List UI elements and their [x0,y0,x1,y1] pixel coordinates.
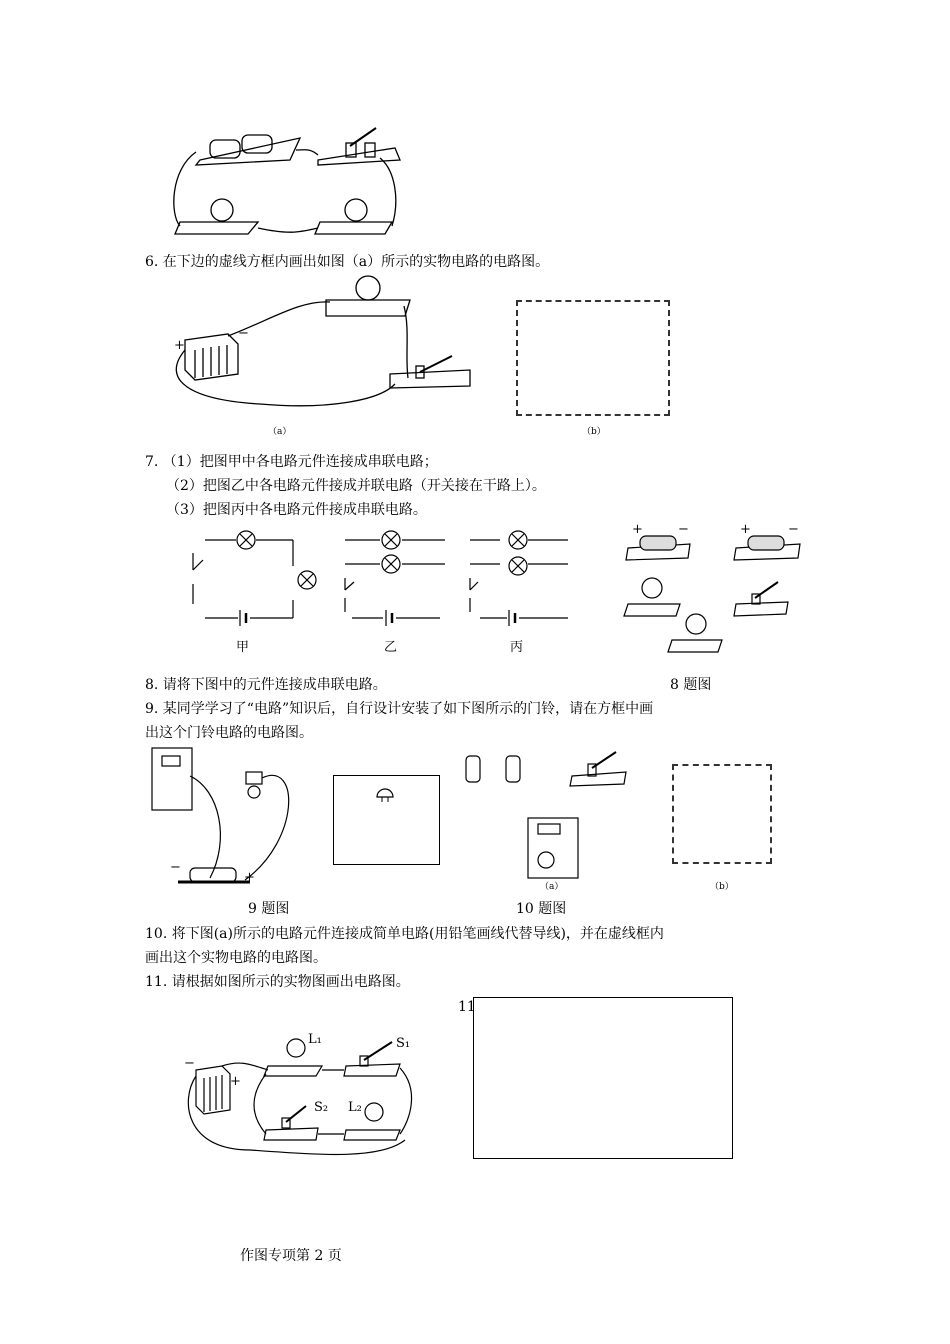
q8-fig-caption: 8 题图 [670,677,712,693]
q11-label-L1: L₁ [308,1032,322,1047]
q11-box-label: 11 [458,999,476,1015]
q9-line2: 出这个门铃电路的电路图。 [145,725,313,741]
q10-fig-caption: 10 题图 [516,901,567,917]
q7-label-jia: 甲 [236,640,250,655]
q6-minus-sign: − [238,326,249,341]
q11-label-S2: S₂ [314,1100,329,1115]
q8-plus-sign-1: + [632,522,643,537]
q6-text: 6. 在下边的虚线方框内画出如图（a）所示的实物电路的电路图。 [145,254,550,270]
q11-minus-sign: − [184,1056,195,1071]
q9-plus-sign: + [244,870,255,885]
q6-fig-b-label: （b） [582,427,606,437]
page-footer: 作图专项第 2 页 [240,1248,342,1264]
q9-fig-caption: 9 题图 [248,901,290,917]
q7-line2: （2）把图乙中各电路元件接成并联电路（开关接在干路上）。 [166,478,546,494]
q8-minus-sign-2: − [788,522,799,537]
q10-fig-b-label: （b） [710,882,734,892]
q11-label-L2: L₂ [348,1100,362,1115]
q7-line3: （3）把图丙中各电路元件接成串联电路。 [166,502,427,518]
q8-plus-sign-2: + [740,522,751,537]
q11-text: 11. 请根据如图所示的实物图画出电路图。 [145,974,410,990]
q10-line1: 10. 将下图(a)所示的电路元件连接成简单电路(用铅笔画线代替导线)，并在虚线框内 [145,926,664,942]
q10-fig-a-label: （a） [540,882,564,892]
q11-plus-sign: + [230,1074,241,1089]
q11-label-S1: S₁ [396,1036,411,1051]
q6-fig-a-label: （a） [268,427,292,437]
q10-line2: 画出这个实物电路的电路图。 [145,950,327,966]
q6-plus-sign: + [174,338,185,353]
q7-label-bing: 丙 [510,640,524,655]
q7-line1: 7. （1）把图甲中各电路元件连接成串联电路； [145,454,438,470]
q9-minus-sign: − [170,860,181,875]
q8-minus-sign-1: − [678,522,689,537]
q9-line1: 9. 某同学学习了“电路”知识后，自行设计安装了如下图所示的门铃，请在方框中画 [145,701,654,717]
q8-text: 8. 请将下图中的元件连接成串联电路。 [145,677,387,693]
q7-label-yi: 乙 [384,640,398,655]
